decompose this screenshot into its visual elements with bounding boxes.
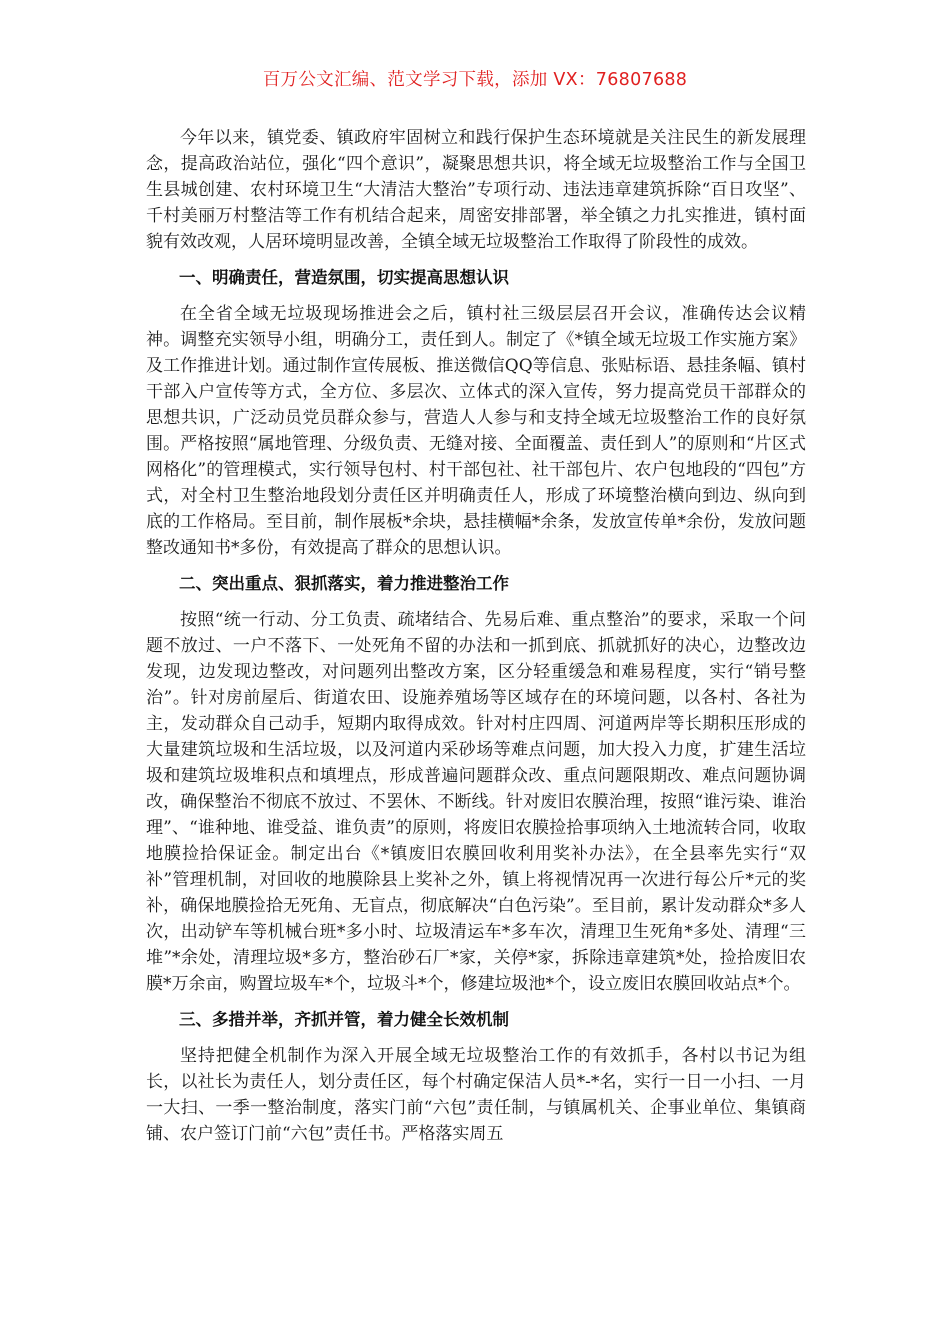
section-paragraph-2: 按照“统一行动、分工负责、疏堵结合、先易后难、重点整治”的要求，采取一个问题不放过、一户不落下、一处死角不留的办法和一抓到底、抓就抓好的决心，边整改边发现，边发现边整改，对问题列出整改方案，区分轻重缓急和难易程度，实行“销号整治”。针对房前屋后、街道农田、设施养殖场等区域存在的环境问题，以各村、各社为主，发动群众自己动手，短期内取得成效。针对村庄四周、河道两岸等长期积压形成的大量建筑垃圾和生活垃圾，以及河道内采砂场等难点问题，加大投入力度，扩建生活垃圾和建筑垃圾堆积点和填埋点，形成普遍问题群众改、重点问题限期改、难点问题协调改，确保整治不彻底不放过、不罢休、不断线。针对废旧农膜治理，按照“谁污染、谁治理”、“谁种地、谁受益、谁负责”的原则，将废旧农膜捡拾事项纳入土地流转合同，收取地膜捡拾保证金。制定出台《*镇废旧农膜回收利用奖补办法》，在全县率先实行“双补”管理机制，对回收的地膜除县上奖补之外，镇上将视情况再一次进行每公斤*元的奖补，确保地膜捡拾无死角、无盲点，彻底解决“白色污染”。至目前，累计发动群众*多人次，出动铲车等机械台班*多小时、垃圾清运车*多车次，清理卫生死角*多处、清理“三堆”*余处，清理垃圾*多方，整治砂石厂*家，关停*家，拆除违章建筑*处，捡拾废旧农膜*万余亩，购置垃圾车*个，垃圾斗*个，修建垃圾池*个，设立废旧农膜回收站点*个。 xyxy=(146,610,806,994)
document-body xyxy=(146,125,806,1147)
promo-banner: 百万公文汇编、范文学习下载，添加 VX：76807688 xyxy=(262,70,688,90)
section-paragraph-1: 在全省全域无垃圾现场推进会之后，镇村社三级层层召开会议，准确传达会议精神。调整充实领导小组，明确分工，责任到人。制定了《*镇全域无垃圾工作实施方案》及工作推进计划。通过制作宣传展板、推送微信QQ等信息、张贴标语、悬挂条幅、镇村干部入户宣传等方式，全方位、多层次、立体式的深入宣传，努力提高党员干部群众的思想共识，广泛动员党员群众参与，营造人人参与和支持全域无垃圾整治工作的良好氛围。严格按照“属地管理、分级负责、无缝对接、全面覆盖、责任到人”的原则和“片区式网格化”的管理模式，实行领导包村、村干部包社、社干部包片、农户包地段的“四包”方式，对全村卫生整治地段划分责任区并明确责任人，形成了环境整治横向到边、纵向到底的工作格局。至目前，制作展板*余块，悬挂横幅*余条，发放宣传单*余份，发放问题整改通知书*多份，有效提高了群众的思想认识。 xyxy=(146,304,806,558)
section-heading-2: 二、突出重点、狠抓落实，着力推进整治工作 xyxy=(179,574,509,593)
section-paragraph-3: 坚持把健全机制作为深入开展全域无垃圾整治工作的有效抓手，各村以书记为组长，以社长为责任人，划分责任区，每个村确定保洁人员*-*名，实行一日一小扫、一月一大扫、一季一整治制度，落实门前“六包”责任制，与镇属机关、企事业单位、集镇商铺、农户签订门前“六包”责任书。严格落实周五 xyxy=(146,1046,806,1144)
intro-paragraph: 今年以来，镇党委、镇政府牢固树立和践行保护生态环境就是关注民生的新发展理念，提高政治站位，强化“四个意识”，凝聚思想共识，将全域无垃圾整治工作与全国卫生县城创建、农村环境卫生“大清洁大整治”专项行动、违法违章建筑拆除“百日攻坚”、千村美丽万村整洁等工作有机结合起来，周密安排部署，举全镇之力扎实推进，镇村面貌有效改观，人居环境明显改善，全镇全域无垃圾整治工作取得了阶段性的成效。 xyxy=(146,128,806,252)
section-heading-3: 三、多措并举，齐抓并管，着力健全长效机制 xyxy=(179,1010,509,1029)
section-heading-1: 一、明确责任，营造氛围，切实提高思想认识 xyxy=(179,268,509,287)
